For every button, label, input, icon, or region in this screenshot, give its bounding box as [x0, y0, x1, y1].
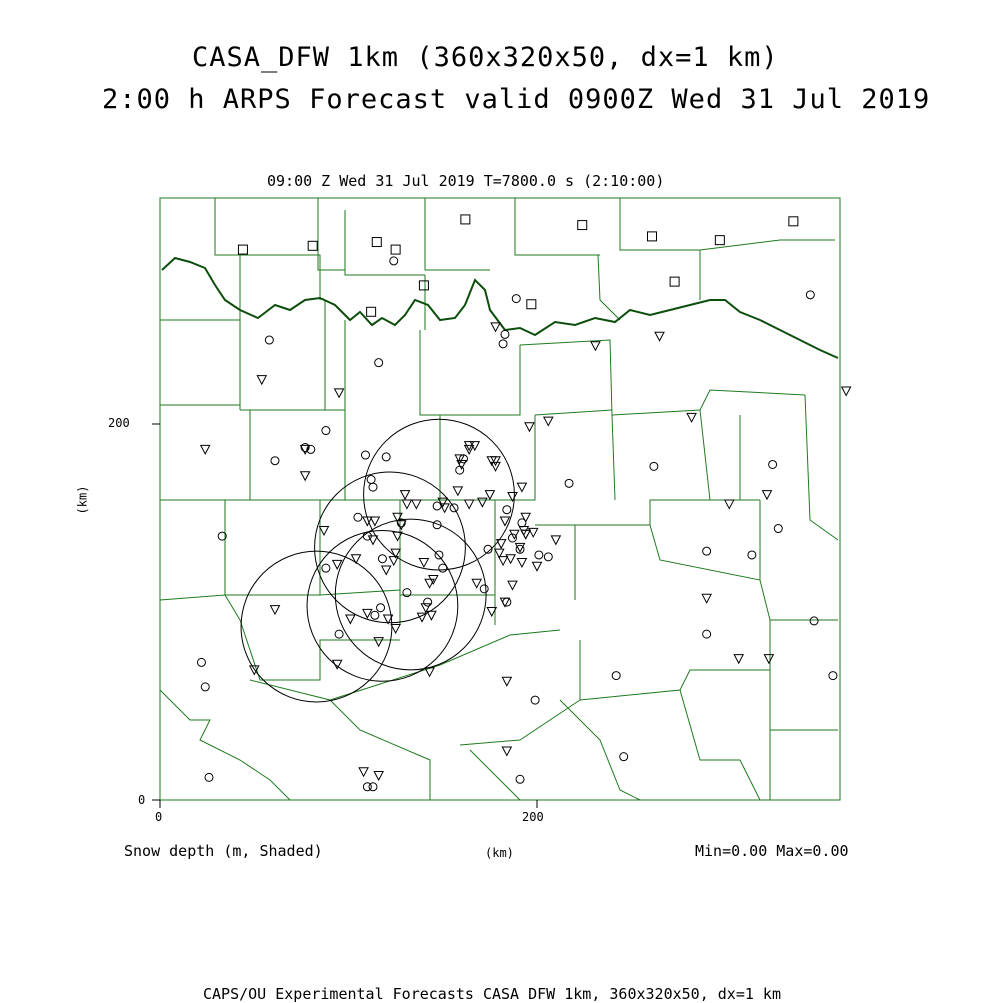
triangle-station-marker: [346, 615, 355, 624]
circle-station-marker: [197, 658, 205, 666]
circle-station-marker: [806, 291, 814, 299]
triangle-station-marker: [393, 532, 402, 541]
circle-station-marker: [265, 336, 273, 344]
triangle-station-marker: [502, 747, 511, 756]
triangle-station-marker: [257, 376, 266, 385]
circle-station-marker: [378, 555, 386, 563]
square-station-marker: [527, 300, 536, 309]
y-axis-unit: (km): [75, 485, 90, 515]
triangle-station-marker: [389, 557, 398, 566]
radar-ring-4: [241, 551, 392, 702]
circle-station-marker: [748, 551, 756, 559]
circle-station-marker: [810, 617, 818, 625]
circle-station-marker: [531, 696, 539, 704]
triangle-station-marker: [499, 557, 508, 566]
triangle-station-marker: [270, 606, 279, 615]
triangle-station-marker: [319, 526, 328, 535]
square-station-marker: [461, 215, 470, 224]
footer-caption: CAPS/OU Experimental Forecasts CASA DFW 1km, 360x320x50, dx=1 km: [203, 985, 781, 1003]
circle-station-marker: [271, 457, 279, 465]
radar-ring-2: [315, 472, 466, 623]
triangle-station-marker: [544, 417, 553, 426]
circle-station-marker: [516, 775, 524, 783]
circle-station-marker: [382, 453, 390, 461]
circle-station-marker: [501, 330, 509, 338]
circle-station-marker: [565, 479, 573, 487]
triangle-station-marker: [333, 660, 342, 669]
circle-station-marker: [512, 295, 520, 303]
circle-station-marker: [499, 340, 507, 348]
triangle-station-marker: [391, 624, 400, 633]
square-station-marker: [578, 221, 587, 230]
triangle-station-marker: [478, 498, 487, 507]
triangle-station-marker: [506, 555, 515, 564]
circle-station-marker: [769, 460, 777, 468]
circle-station-marker: [650, 462, 658, 470]
triangle-station-marker: [725, 500, 734, 509]
circle-station-marker: [433, 502, 441, 510]
square-station-marker: [367, 307, 376, 316]
title-line-2: 2:00 h ARPS Forecast valid 0900Z Wed 31 Jul 2019: [102, 84, 931, 115]
y-tick-200: 200: [108, 416, 130, 430]
title-line-1: CASA_DFW 1km (360x320x50, dx=1 km): [192, 42, 779, 73]
radar-coverage-rings: [241, 419, 514, 702]
triangle-station-marker: [517, 558, 526, 567]
circle-station-marker: [703, 547, 711, 555]
circle-station-marker: [535, 551, 543, 559]
square-station-marker: [715, 236, 724, 245]
triangle-station-marker: [655, 332, 664, 341]
triangle-station-marker: [517, 483, 526, 492]
triangle-station-marker: [465, 500, 474, 509]
triangle-station-marker: [591, 342, 600, 351]
x-tick-200: 200: [522, 810, 544, 824]
triangle-station-marker: [508, 581, 517, 590]
y-tick-0: 0: [138, 793, 146, 807]
circle-station-marker: [503, 506, 511, 514]
red-river-boundary: [162, 258, 838, 358]
circle-station-marker: [375, 359, 383, 367]
triangle-station-marker: [762, 491, 771, 500]
triangle-station-marker: [374, 638, 383, 647]
square-station-marker: [308, 241, 317, 250]
x-tick-0: 0: [155, 810, 163, 824]
square-station-marker: [670, 277, 679, 286]
triangle-station-marker: [401, 491, 410, 500]
triangle-station-marker: [551, 536, 560, 545]
triangle-station-marker: [374, 771, 383, 780]
circle-station-marker: [435, 551, 443, 559]
circle-station-marker: [620, 753, 628, 761]
triangle-station-marker: [335, 389, 344, 398]
circle-station-marker: [544, 553, 552, 561]
circle-station-marker: [829, 672, 837, 680]
circle-station-marker: [480, 585, 488, 593]
triangle-station-marker: [529, 528, 538, 537]
county-boundaries: [160, 198, 840, 800]
circle-station-marker: [354, 513, 362, 521]
station-markers: [197, 215, 850, 791]
x-axis-unit: (km): [485, 846, 514, 860]
triangle-station-marker: [301, 472, 310, 481]
triangle-station-marker: [734, 655, 743, 664]
circle-station-marker: [369, 483, 377, 491]
square-station-marker: [391, 245, 400, 254]
square-station-marker: [647, 232, 656, 241]
circle-station-marker: [456, 466, 464, 474]
triangle-station-marker: [453, 487, 462, 496]
triangle-station-marker: [363, 609, 372, 618]
triangle-station-marker: [702, 594, 711, 603]
circle-station-marker: [322, 564, 330, 572]
circle-station-marker: [205, 773, 213, 781]
field-label: Snow depth (m, Shaded): [124, 842, 323, 860]
circle-station-marker: [390, 257, 398, 265]
circle-station-marker: [439, 564, 447, 572]
square-station-marker: [238, 245, 247, 254]
circle-station-marker: [335, 630, 343, 638]
circle-station-marker: [518, 519, 526, 527]
plot-header: 09:00 Z Wed 31 Jul 2019 T=7800.0 s (2:10:00): [267, 172, 665, 190]
circle-station-marker: [367, 476, 375, 484]
circle-station-marker: [201, 683, 209, 691]
triangle-station-marker: [359, 768, 368, 777]
circle-station-marker: [301, 444, 309, 452]
min-max-label: Min=0.00 Max=0.00: [695, 842, 849, 860]
circle-station-marker: [322, 427, 330, 435]
triangle-station-marker: [533, 562, 542, 571]
triangle-station-marker: [201, 445, 210, 454]
triangle-station-marker: [491, 323, 500, 332]
triangle-station-marker: [502, 677, 511, 686]
triangle-station-marker: [382, 566, 391, 575]
circle-station-marker: [703, 630, 711, 638]
triangle-station-marker: [472, 579, 481, 588]
triangle-station-marker: [687, 413, 696, 422]
circle-station-marker: [774, 525, 782, 533]
circle-station-marker: [361, 451, 369, 459]
triangle-station-marker: [412, 500, 421, 509]
square-station-marker: [789, 217, 798, 226]
triangle-station-marker: [402, 500, 411, 509]
triangle-station-marker: [419, 558, 428, 567]
square-station-marker: [419, 281, 428, 290]
circle-station-marker: [371, 611, 379, 619]
triangle-station-marker: [842, 387, 851, 396]
triangle-station-marker: [525, 423, 534, 432]
square-station-marker: [372, 238, 381, 247]
triangle-station-marker: [764, 655, 773, 664]
circle-station-marker: [424, 598, 432, 606]
circle-station-marker: [363, 783, 371, 791]
circle-station-marker: [612, 672, 620, 680]
circle-station-marker: [377, 604, 385, 612]
